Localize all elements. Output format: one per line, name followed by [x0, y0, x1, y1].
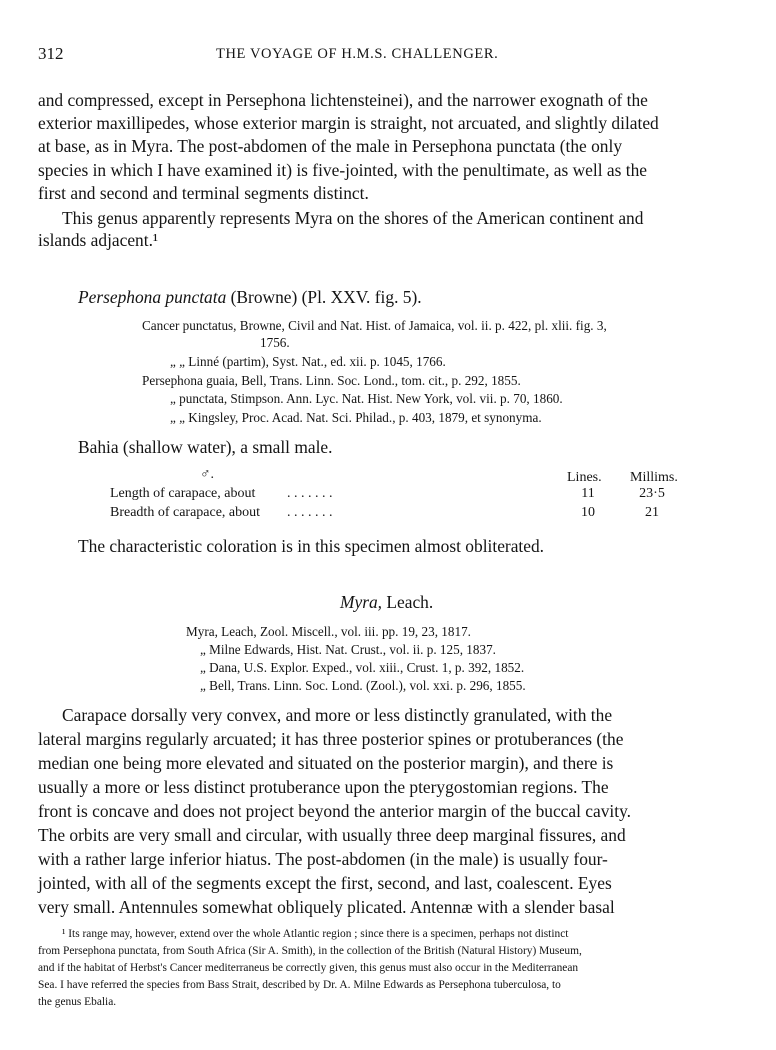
- column-header-lines: Lines.: [567, 470, 602, 485]
- synonymy-line: Myra, Leach, Zool. Miscell., vol. iii. pp. 19, 23, 1817.: [186, 624, 471, 639]
- synonymy-line: „ „ Linné (partim), Syst. Nat., ed. xii. p. 1045, 1766.: [170, 354, 446, 369]
- text-line: with a rather large inferior hiatus. The post-abdomen (in the male) is usually four-: [38, 849, 608, 869]
- synonymy-line: „ Milne Edwards, Hist. Nat. Crust., vol. ii. p. 125, 1837.: [200, 642, 496, 657]
- value-millims: 21: [645, 505, 659, 520]
- sex-symbol: ♂.: [200, 467, 214, 482]
- synonymy-line: „ Dana, U.S. Explor. Exped., vol. xiii., Crust. 1, p. 392, 1852.: [200, 660, 525, 675]
- text-line: very small. Antennules somewhat obliquely plicated. Antennæ with a slender basal: [38, 897, 615, 917]
- text-line: species in which I have examined it) is five-jointed, with the penultimate, as well as the: [38, 160, 647, 180]
- footnote-line: the genus Ebalia.: [38, 996, 117, 1008]
- footnote-line: from Persephona punctata, from South Africa (Sir A. Smith), in the collection of the British (Natural History) Museum,: [38, 945, 582, 957]
- species-heading: [78, 287, 422, 308]
- column-header-millims: Millims.: [630, 470, 678, 485]
- dot-leader: . . . . . . .: [287, 486, 333, 501]
- dot-leader: . . . . . . .: [287, 505, 333, 520]
- running-title: THE VOYAGE OF H.M.S. CHALLENGER.: [216, 46, 499, 62]
- genus-name: Myra,: [340, 592, 383, 612]
- text-line: This genus apparently represents Myra on the shores of the American continent and: [62, 208, 644, 228]
- synonymy-line: „ Bell, Trans. Linn. Soc. Lond. (Zool.), vol. xxi. p. 296, 1855.: [200, 678, 526, 693]
- footnote-line: Sea. I have referred the species from Bass Strait, described by Dr. A. Milne Edwards as Persephona tuberculosa, to: [38, 979, 561, 991]
- synonymy-line: „ punctata, Stimpson. Ann. Lyc. Nat. Hist. New York, vol. vii. p. 70, 1860.: [170, 391, 563, 406]
- footnote-line: ¹ Its range may, however, extend over the whole Atlantic region ; since there is a specimen, perhaps not distinct: [62, 928, 569, 940]
- page-number: 312: [38, 44, 64, 63]
- synonymy-line: Cancer punctatus, Browne, Civil and Nat. Hist. of Jamaica, vol. ii. p. 422, pl. xlii. fig. 3,: [142, 318, 607, 333]
- locality: Bahia (shallow water), a small male.: [78, 437, 333, 457]
- row-label: Breadth of carapace, about: [110, 505, 261, 520]
- text-line: median one being more elevated and situated on the posterior margin), and there is: [38, 753, 614, 773]
- text-line: first and second and terminal segments distinct.: [38, 183, 369, 203]
- footnote-line: and if the habitat of Herbst's Cancer mediterraneus be correctly given, this genus must also occur in the Mediterranean: [38, 962, 579, 974]
- species-citation: (Browne) (Pl. XXV. fig. 5).: [230, 287, 422, 307]
- text-line: jointed, with all of the segments except the first, second, and last, coalescent. Eyes: [38, 873, 612, 893]
- genus-heading: [340, 592, 433, 613]
- genus-author: Leach.: [386, 592, 434, 612]
- synonymy-line: 1756.: [260, 335, 290, 350]
- text-line: The orbits are very small and circular, with usually three deep marginal fissures, and: [38, 825, 626, 845]
- text-line: and compressed, except in Persephona lichtensteinei), and the narrower exognath of the: [38, 90, 648, 110]
- value-lines: 10: [581, 505, 595, 520]
- text-line: usually a more or less distinct protuberance upon the pterygostomian regions. The: [38, 777, 609, 797]
- text-line: Carapace dorsally very convex, and more or less distinctly granulated, with the: [62, 705, 613, 725]
- value-lines: 11: [581, 486, 595, 501]
- text-line: front is concave and does not project beyond the anterior margin of the buccal cavity.: [38, 801, 632, 821]
- synonymy-line: Persephona guaia, Bell, Trans. Linn. Soc. Lond., tom. cit., p. 292, 1855.: [142, 373, 521, 388]
- text-line: lateral margins regularly arcuated; it has three posterior spines or protuberances (the: [38, 729, 624, 749]
- coloration-note: The characteristic coloration is in this specimen almost obliterated.: [78, 536, 545, 556]
- value-millims: 23·5: [639, 486, 665, 501]
- text-line: islands adjacent.¹: [38, 230, 159, 250]
- row-label: Length of carapace, about: [110, 486, 256, 501]
- species-name: Persephona punctata: [78, 287, 227, 307]
- text-line: at base, as in Myra. The post-abdomen of the male in Persephona punctata (the only: [38, 136, 623, 156]
- text-line: exterior maxillipedes, whose exterior margin is straight, not arcuated, and slightly dilated: [38, 113, 659, 133]
- synonymy-line: „ „ Kingsley, Proc. Acad. Nat. Sci. Philad., p. 403, 1879, et synonyma.: [170, 410, 542, 425]
